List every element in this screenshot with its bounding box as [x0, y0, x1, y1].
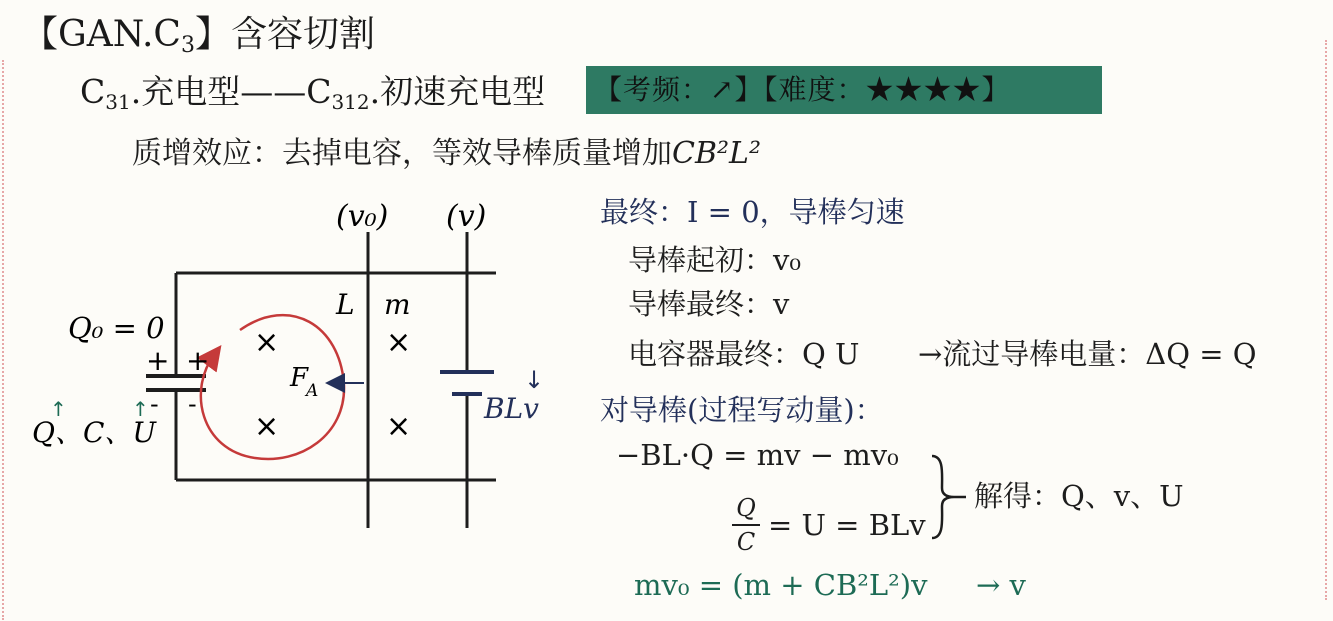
- rod-final-line: 导棒最终：v: [628, 287, 790, 321]
- solve-line: 解得：Q、v、U: [974, 479, 1184, 513]
- subtitle-part2-sub: 312: [331, 90, 370, 114]
- title-bracket-open: 【: [22, 14, 59, 55]
- subtitle-part1: C: [80, 72, 106, 111]
- fraction-numerator: Q: [736, 494, 756, 522]
- fraction-bar: [732, 524, 760, 526]
- label-qcu: Q、C、U: [32, 416, 156, 449]
- plus-sign-right: +: [186, 344, 210, 377]
- cap-final-line: 电容器最终：Q U: [628, 337, 860, 371]
- intro-formula: CB²L²: [672, 136, 761, 171]
- title-name: 含容切割: [230, 14, 375, 55]
- intro-text: 质增效应：去掉电容，等效导棒质量增加: [132, 136, 672, 171]
- label-blv: BLv: [484, 392, 539, 425]
- b-field-cross-2: ×: [386, 325, 412, 360]
- label-fa-sub: A: [306, 381, 319, 401]
- title-main: GAN.C: [58, 14, 181, 55]
- final-condition: 最终：I = 0，导棒匀速: [600, 195, 905, 229]
- charge-flow-line: →流过导棒电量：ΔQ = Q: [918, 337, 1257, 371]
- subtitle-part3: .初速充电型: [369, 72, 546, 111]
- label-fa: F: [290, 363, 309, 393]
- label-L: L: [336, 288, 355, 321]
- b-field-cross-1: ×: [254, 325, 280, 360]
- momentum-heading: 对导棒(过程写动量)：: [600, 393, 884, 427]
- equation-voltage: = U = BLv: [768, 508, 926, 542]
- fraction-denominator: C: [736, 528, 756, 556]
- b-field-cross-4: ×: [386, 409, 412, 444]
- minus-sign-left: -: [150, 390, 159, 418]
- b-field-cross-3: ×: [254, 409, 280, 444]
- intro-line: [132, 128, 761, 172]
- label-q0: Q₀ = 0: [68, 311, 165, 345]
- subtitle-part1-sub: 31: [105, 90, 131, 114]
- equation-momentum: −BL·Q = mv − mv₀: [616, 438, 899, 472]
- arrow-up-q-icon: ↑: [50, 397, 67, 421]
- section-subtitle: [80, 66, 545, 114]
- rod-initial-line: 导棒起初：v₀: [628, 243, 802, 277]
- title-bracket-close: 】: [194, 14, 231, 55]
- arrow-down-icon: ↓: [524, 366, 545, 394]
- equation-final-velocity: mv₀ = (m + CB²L²)v: [634, 568, 928, 602]
- page-border-right: [1325, 40, 1327, 600]
- minus-sign-right: -: [188, 390, 197, 418]
- result-arrow: → v: [976, 568, 1026, 602]
- page-title: [22, 6, 375, 58]
- label-v0: (v₀): [336, 199, 389, 234]
- arrow-up-u-icon: ↑: [132, 397, 149, 421]
- title-sub: 3: [180, 33, 195, 58]
- difficulty-badge: 【考频：↗】【难度：★★★★】: [586, 66, 1102, 114]
- label-m: m: [384, 288, 411, 321]
- equation-brace: [928, 454, 968, 540]
- plus-sign-left: +: [146, 344, 170, 377]
- label-v: (v): [446, 199, 487, 234]
- circuit-diagram: [0, 190, 580, 610]
- subtitle-part2: .充电型——C: [130, 72, 332, 111]
